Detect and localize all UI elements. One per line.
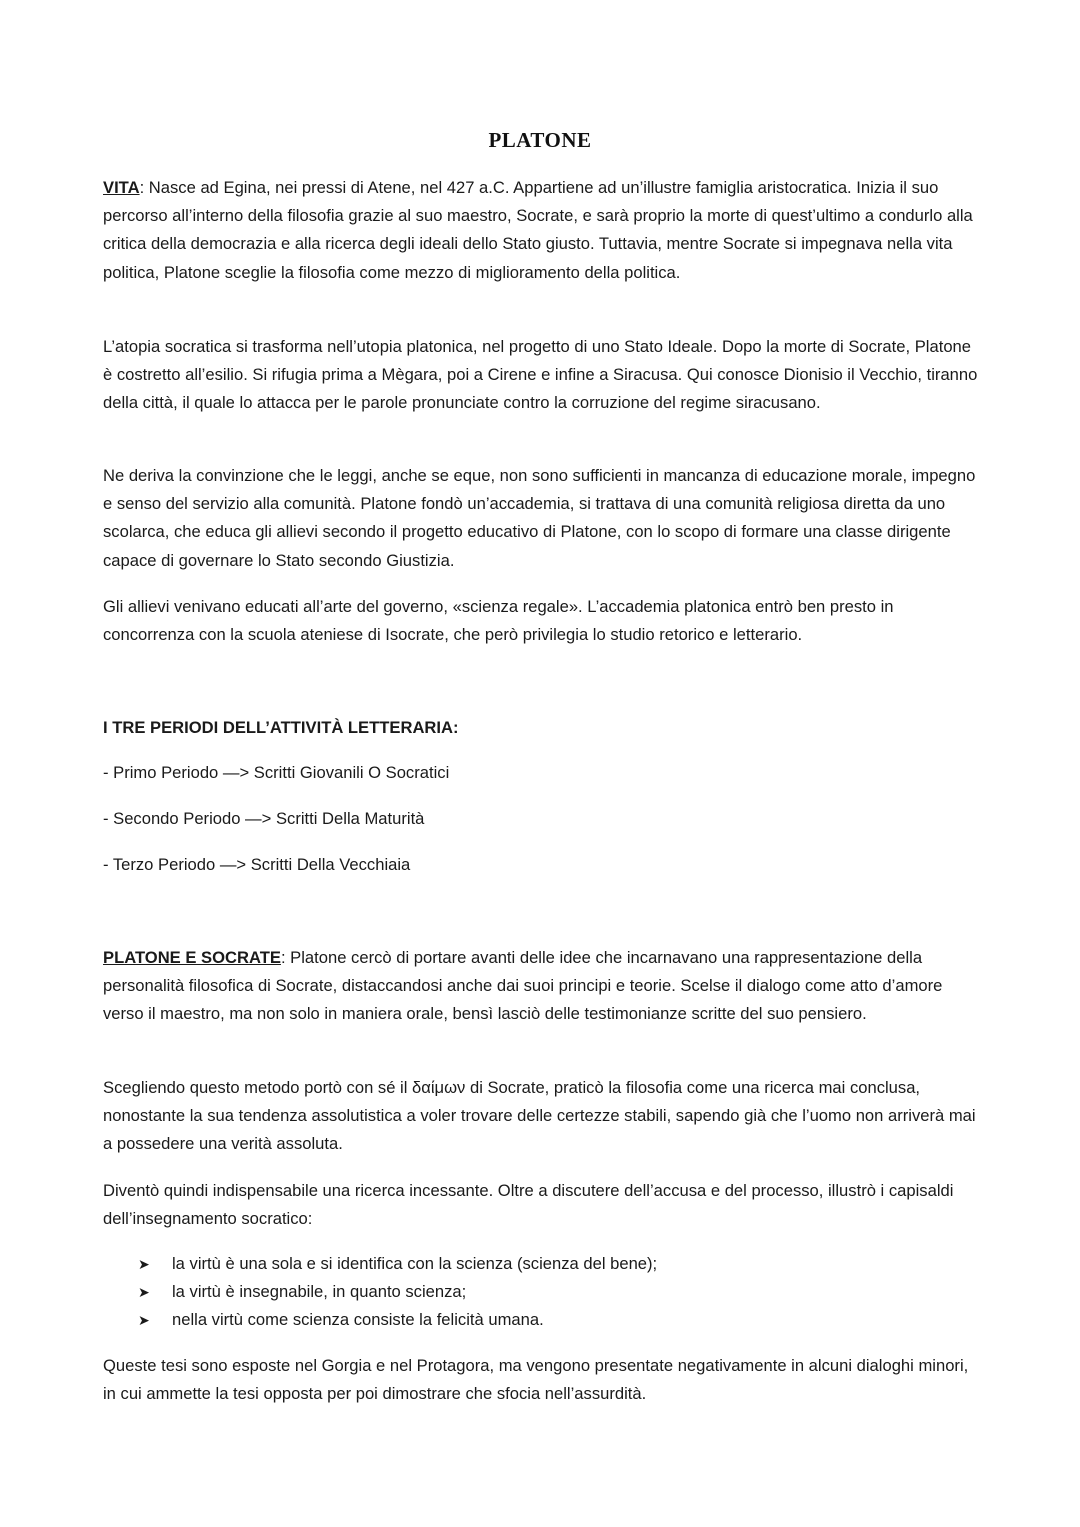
socrate-text: : Platone cercò di portare avanti delle idee che incarnavano una rappresentazione della personalità filosofica di Socrate, distaccandosi anche dai suoi principi e teorie. Scelse il dialogo come atto d’amore verso il maestro, ma non solo in maniera orale, bensì lasciò delle testimonianze scritte del suo pensiero. [103,948,943,1024]
metodo-paragraph: Scegliendo questo metodo portò con sé il δαίμων di Socrate, praticò la filosofia come una ricerca mai conclusa, nonostante la sua tendenza assolutistica a voler trovare delle certezze stabili, sapendo già che l’uomo non arriverà mai a possedere una verità assoluta. [103,1078,976,1154]
arrow-bullet-icon: ➤ [138,1284,150,1301]
period-item-secondo: - Secondo Periodo —> Scritti Della Maturità [103,809,425,828]
capisaldi-list [138,1250,978,1335]
bullet-text: la virtù è una sola e si identifica con la scienza (scienza del bene); [172,1254,658,1273]
atopia-paragraph: L’atopia socratica si trasforma nell’utopia platonica, nel progetto di uno Stato Ideale. Dopo la morte di Socrate, Platone è costretto all’esilio. Si rifugia prima a Mègara, poi a Cirene e infine a Siracusa. Qui conosce Dionisio il Vecchio, tiranno della città, il quale lo attacca per le parole pronunciate contro la corruzione del regime siracusano. [103,337,978,413]
socrate-paragraph [103,944,983,1029]
vita-text: : Nasce ad Egina, nei pressi di Atene, nel 427 a.C. Appartiene ad un’illustre famiglia aristocratica. Inizia il suo percorso all’interno della filosofia grazie al suo maestro, Socrate, e sarà proprio la morte di quest’ultimo a condurlo alla critica della democrazia e alla ricerca degli ideali dello Stato giusto. Tuttavia, mentre Socrate si impegnava nella vita politica, Platone sceglie la filosofia come mezzo di miglioramento della politica. [103,178,973,282]
vita-paragraph [103,174,983,287]
closing-paragraph: Queste tesi sono esposte nel Gorgia e nel Protagora, ma vengono presentate negativamente in alcuni dialoghi minori, in cui ammette la tesi opposta per poi dimostrare che sfocia nell’assurdità. [103,1356,969,1404]
allievi-paragraph: Gli allievi venivano educati all’arte del governo, «scienza regale». L’accademia platonica entrò ben presto in concorrenza con la scuola ateniese di Isocrate, che però privilegia lo studio retorico e letterario. [103,597,894,645]
period-item-terzo: - Terzo Periodo —> Scritti Della Vecchiaia [103,855,411,874]
bullet-text: la virtù è insegnabile, in quanto scienza; [172,1282,467,1302]
vita-label: VITA [103,178,140,197]
periodi-heading: I TRE PERIODI DELL’ATTIVITÀ LETTERARIA: [103,718,459,737]
arrow-bullet-icon: ➤ [138,1312,150,1329]
list-item [138,1306,978,1334]
list-item [138,1278,978,1306]
page-title: PLATONE [488,128,592,152]
arrow-bullet-icon: ➤ [138,1256,150,1272]
ricerca-paragraph: Diventò quindi indispensabile una ricerca incessante. Oltre a discutere dell’accusa e del processo, illustrò i capisaldi dell’insegnamento socratico: [103,1181,954,1229]
period-item-primo: - Primo Periodo —> Scritti Giovanili O Socratici [103,763,450,782]
socrate-label: PLATONE E SOCRATE [103,948,281,967]
list-item [138,1250,978,1278]
leggi-paragraph: Ne deriva la convinzione che le leggi, anche se eque, non sono sufficienti in mancanza di educazione morale, impegno e senso del servizio alla comunità. Platone fondò un’accademia, si trattava di una comunità religiosa diretta da uno scolarca, che educa gli allievi secondo il progetto educativo di Platone, con lo scopo di formare una classe dirigente capace di governare lo Stato secondo Giustizia. [103,466,976,570]
bullet-text: nella virtù come scienza consiste la felicità umana. [172,1310,544,1330]
